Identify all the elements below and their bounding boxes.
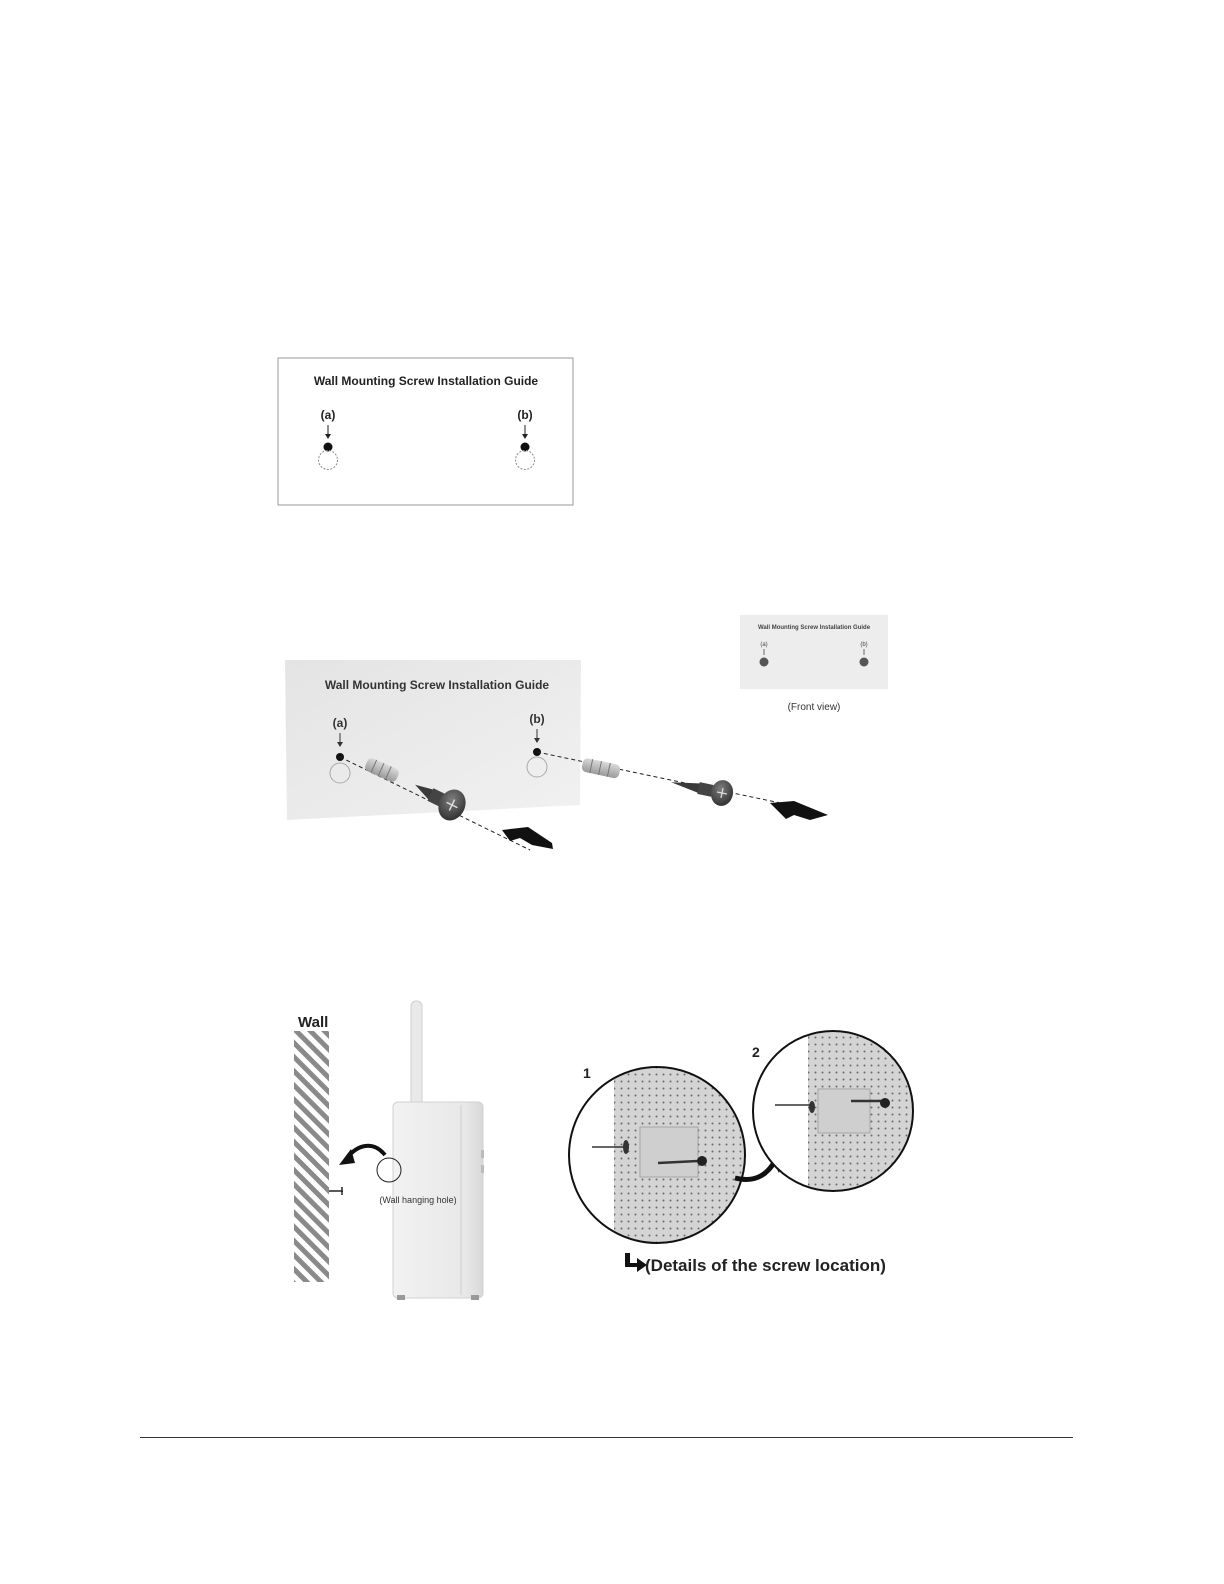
wall-anchor-b	[581, 757, 621, 779]
wall-label: Wall	[298, 1014, 329, 1031]
step-1-label: 1	[583, 1065, 591, 1081]
template-label-a: (a)	[332, 716, 348, 730]
wall-hanging-hole-label: (Wall hanging hole)	[379, 1195, 457, 1205]
detail-caption: (Details of the screw location)	[645, 1256, 886, 1275]
front-view-title: Wall Mounting Screw Installation Guide	[757, 625, 871, 631]
wall-hanging-diagram	[285, 995, 925, 1305]
front-view-caption: (Front view)	[787, 702, 841, 713]
screw-b	[668, 769, 735, 808]
push-arrow-a	[502, 827, 553, 849]
detail-circle-1	[552, 1055, 774, 1255]
router-device	[393, 1001, 484, 1300]
guide-card-title: Wall Mounting Screw Installation Guide	[313, 374, 539, 388]
screw-install-diagram	[270, 605, 910, 855]
corner-arrow-icon	[625, 1253, 647, 1272]
guide-card-label-a: (a)	[320, 408, 336, 422]
detail-circle-2	[743, 1021, 925, 1201]
template-title: Wall Mounting Screw Installation Guide	[324, 678, 550, 692]
front-view-label-a: (a)	[760, 642, 768, 648]
guide-card-label-b: (b)	[517, 408, 533, 422]
template-label-b: (b)	[529, 712, 545, 726]
push-arrow-b	[770, 801, 828, 820]
footer-rule	[140, 1437, 1073, 1438]
wall-section	[294, 1031, 329, 1282]
front-view-label-b: (b)	[860, 642, 868, 648]
screw-guide-card	[270, 350, 590, 520]
step-2-label: 2	[752, 1044, 760, 1060]
